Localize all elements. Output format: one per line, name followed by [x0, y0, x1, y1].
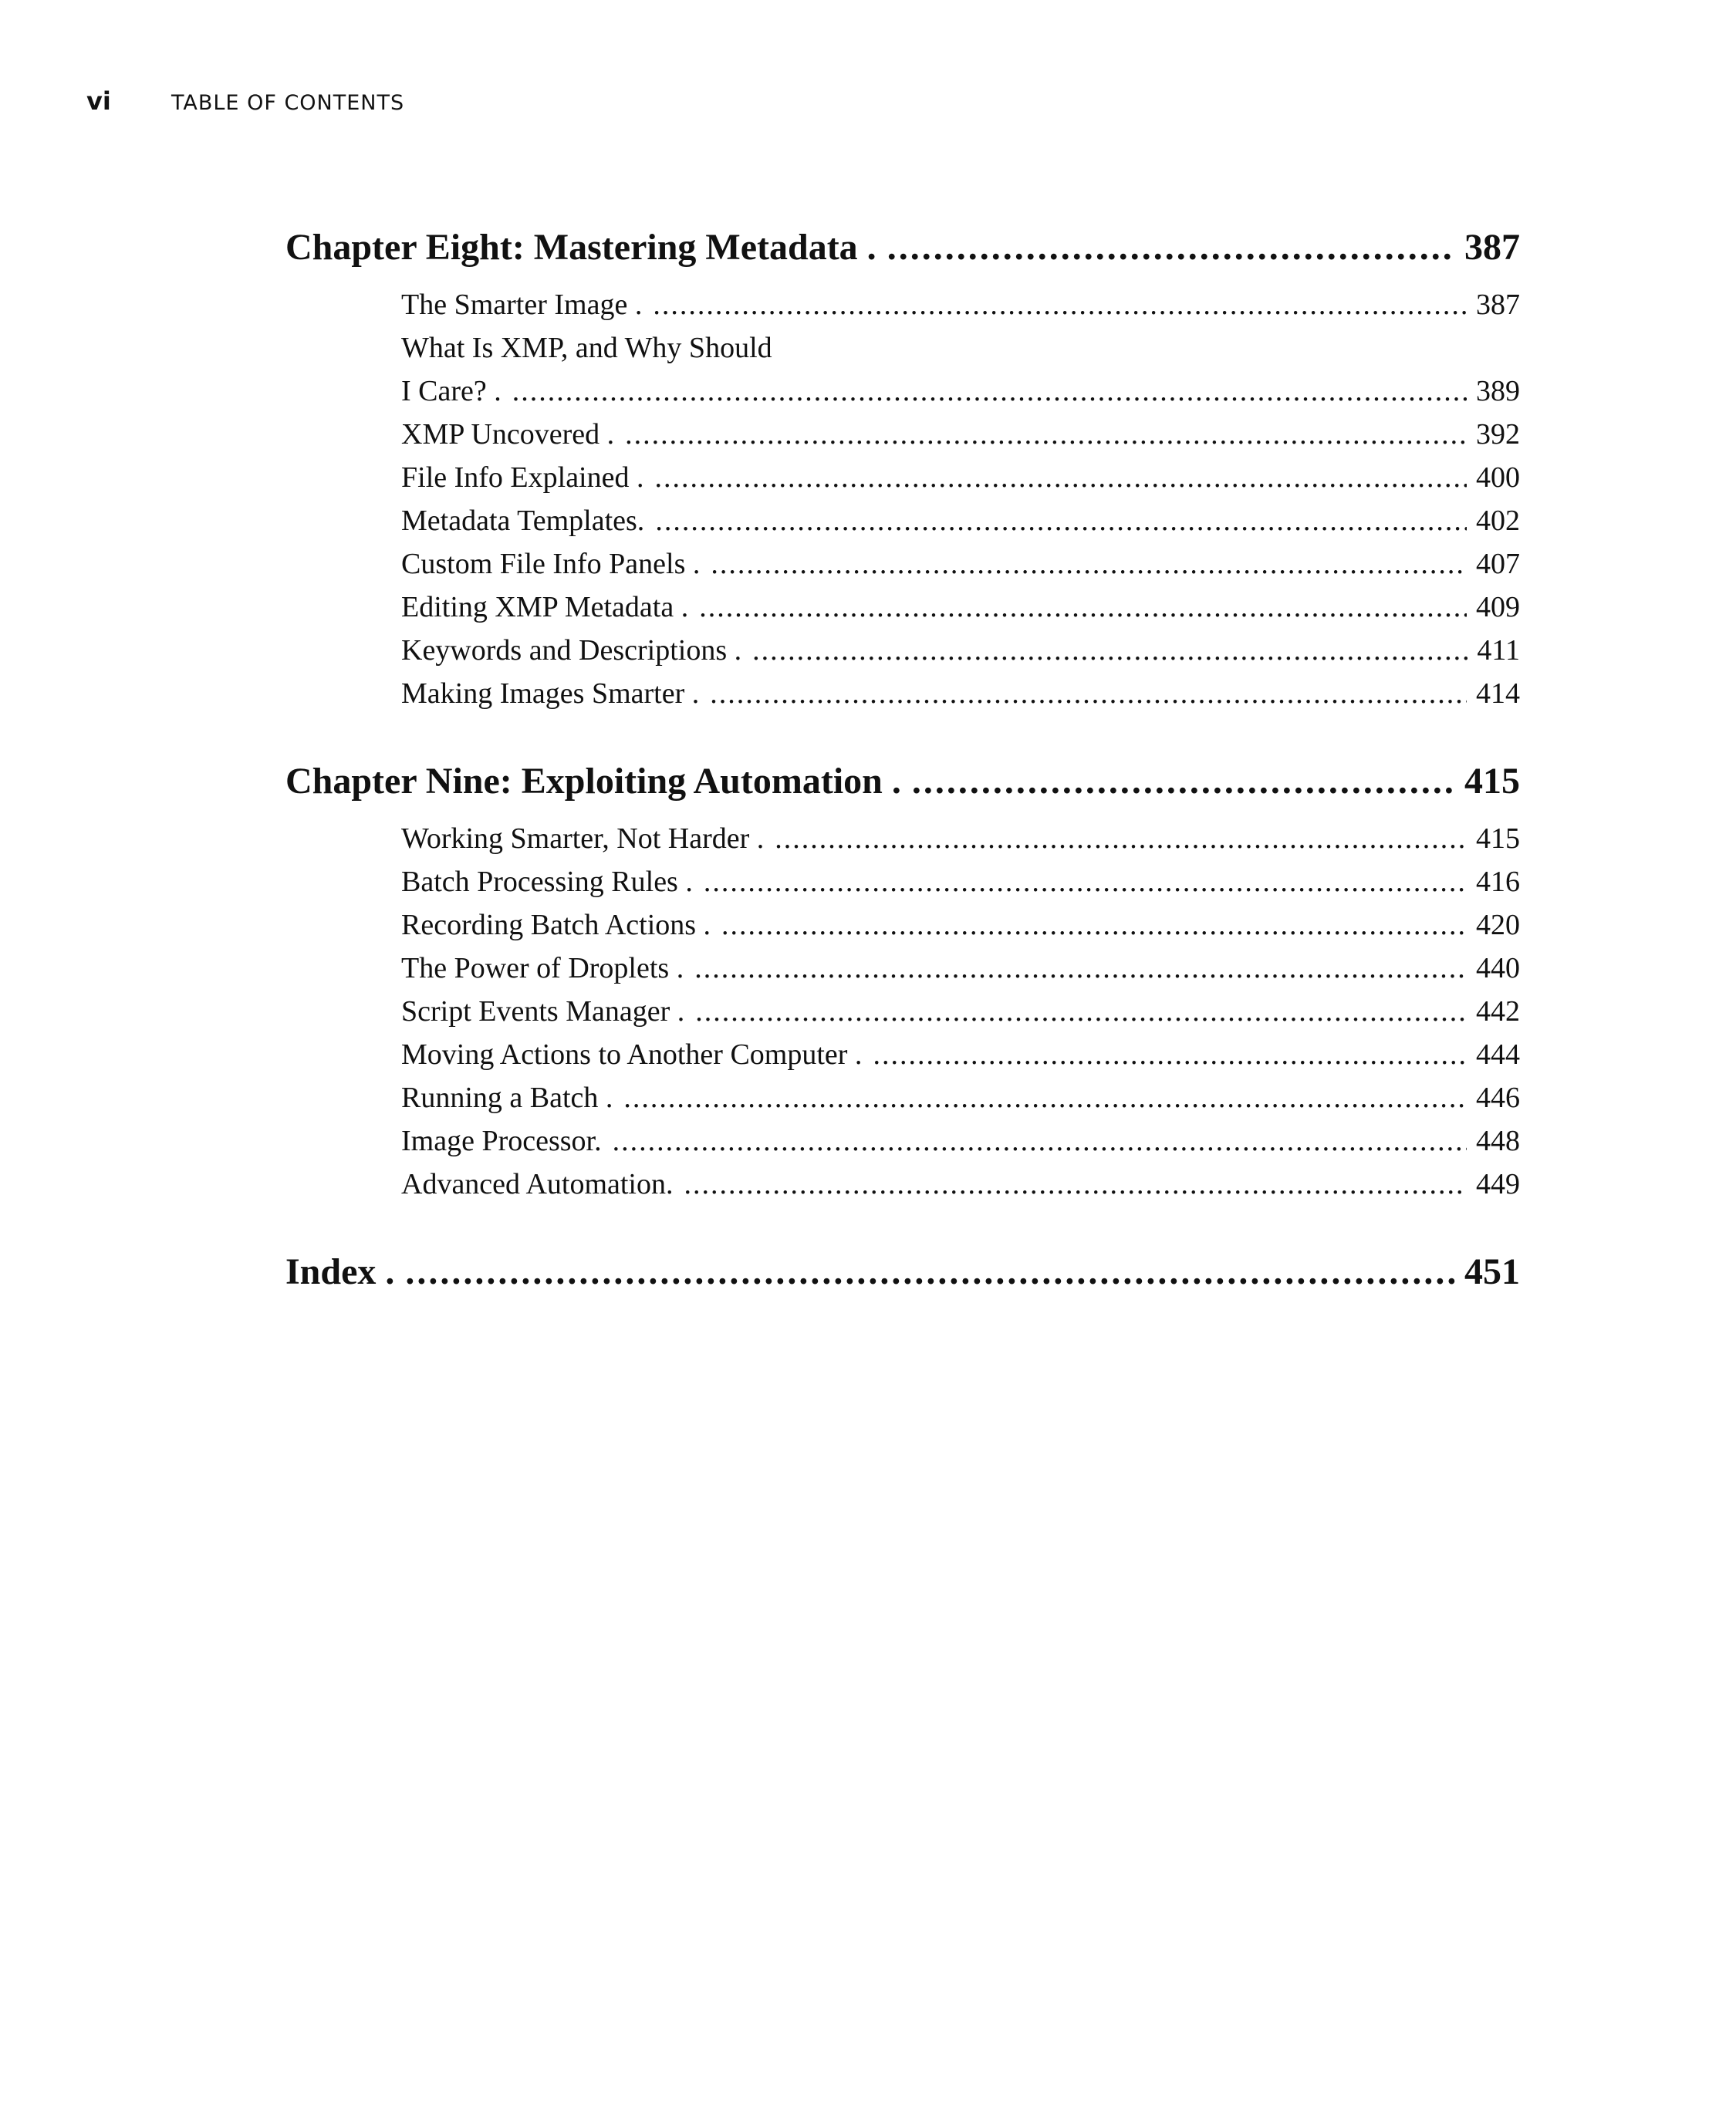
dot-leader — [873, 1033, 1467, 1076]
section-page-number: 440 — [1476, 952, 1520, 984]
section-title: Batch Processing Rules . — [401, 866, 693, 898]
section-page-number: 416 — [1476, 866, 1520, 898]
chapter-title-row[interactable] — [285, 1244, 1520, 1300]
dot-leader — [704, 860, 1467, 903]
running-head-title: TABLE OF CONTENTS — [171, 91, 405, 115]
section-title: Script Events Manager . — [401, 995, 685, 1028]
dot-leader — [711, 542, 1467, 586]
section-page-number: 444 — [1476, 1038, 1520, 1071]
toc-section-row[interactable] — [285, 860, 1520, 903]
section-page-number: 389 — [1476, 375, 1520, 407]
dot-leader — [654, 456, 1467, 499]
toc-section-row[interactable] — [285, 586, 1520, 629]
running-head — [86, 86, 404, 117]
table-of-contents — [285, 220, 1520, 1308]
toc-section-row[interactable] — [285, 817, 1520, 860]
toc-section-row[interactable] — [285, 672, 1520, 715]
dot-leader — [887, 220, 1455, 275]
dot-leader — [653, 283, 1467, 326]
section-title: Running a Batch . — [401, 1082, 613, 1114]
dot-leader — [694, 947, 1467, 990]
toc-section-row[interactable] — [285, 456, 1520, 499]
section-page-number: 407 — [1476, 548, 1520, 580]
section-title: Making Images Smarter . — [401, 677, 700, 710]
dot-leader — [695, 990, 1467, 1033]
dot-leader — [699, 586, 1467, 629]
dot-leader — [613, 1119, 1467, 1163]
toc-section-row[interactable] — [285, 629, 1520, 672]
section-page-number: 446 — [1476, 1082, 1520, 1114]
dot-leader — [625, 413, 1467, 456]
toc-section-row[interactable] — [285, 1033, 1520, 1076]
section-title: I Care? . — [401, 375, 502, 407]
section-page-number: 402 — [1476, 505, 1520, 537]
dot-leader — [405, 1244, 1455, 1300]
dot-leader — [655, 499, 1467, 542]
toc-section-row[interactable] — [285, 1076, 1520, 1119]
section-title: Recording Batch Actions . — [401, 909, 711, 941]
dot-leader — [684, 1163, 1467, 1206]
toc-section-row[interactable] — [285, 283, 1520, 326]
dot-leader — [775, 817, 1467, 860]
dot-leader — [752, 629, 1467, 672]
dot-leader — [710, 672, 1467, 715]
dot-leader — [512, 370, 1467, 413]
section-page-number: 387 — [1476, 289, 1520, 321]
section-page-number: 442 — [1476, 995, 1520, 1028]
dot-leader — [721, 903, 1467, 947]
section-title: Metadata Templates. — [401, 505, 645, 537]
toc-section-row[interactable] — [285, 542, 1520, 586]
section-title: Editing XMP Metadata . — [401, 591, 689, 623]
chapter-eight — [285, 220, 1520, 715]
chapter-title: Chapter Eight: Mastering Metadata . — [285, 227, 876, 268]
section-title: The Power of Droplets . — [401, 952, 684, 984]
section-title: The Smarter Image . — [401, 289, 643, 321]
section-title: Moving Actions to Another Computer . — [401, 1038, 863, 1071]
section-title: File Info Explained . — [401, 461, 644, 494]
section-title: Image Processor. — [401, 1125, 602, 1157]
toc-section-row[interactable] — [285, 499, 1520, 542]
section-page-number: 415 — [1476, 822, 1520, 855]
section-page-number: 414 — [1476, 677, 1520, 710]
chapter-title-row[interactable] — [285, 220, 1520, 275]
toc-section-row[interactable] — [285, 947, 1520, 990]
section-page-number: 400 — [1476, 461, 1520, 494]
toc-section-row[interactable] — [285, 413, 1520, 456]
section-title-line1: What Is XMP, and Why Should — [401, 332, 772, 364]
section-title: Advanced Automation. — [401, 1168, 674, 1200]
dot-leader — [623, 1076, 1467, 1119]
toc-section-row[interactable] — [285, 1119, 1520, 1163]
page-folio: vi — [86, 86, 111, 116]
section-page-number: 411 — [1477, 634, 1520, 667]
chapter-title-row[interactable] — [285, 754, 1520, 809]
index-entry — [285, 1244, 1520, 1300]
section-title: Custom File Info Panels . — [401, 548, 701, 580]
section-page-number: 420 — [1476, 909, 1520, 941]
toc-section-row[interactable] — [285, 903, 1520, 947]
chapter-page-number: 387 — [1464, 227, 1520, 268]
section-page-number: 449 — [1476, 1168, 1520, 1200]
section-title: Keywords and Descriptions . — [401, 634, 742, 667]
section-title: Working Smarter, Not Harder . — [401, 822, 765, 855]
toc-section-row[interactable] — [285, 1163, 1520, 1206]
section-title: XMP Uncovered . — [401, 418, 615, 451]
chapter-page-number: 415 — [1464, 761, 1520, 802]
toc-section-row-wrapped[interactable] — [285, 326, 1520, 413]
toc-section-row[interactable] — [285, 990, 1520, 1033]
chapter-title: Index . — [285, 1251, 395, 1292]
section-page-number: 448 — [1476, 1125, 1520, 1157]
chapter-title: Chapter Nine: Exploiting Automation . — [285, 761, 901, 802]
dot-leader — [912, 754, 1455, 809]
section-page-number: 392 — [1476, 418, 1520, 451]
section-page-number: 409 — [1476, 591, 1520, 623]
chapter-nine — [285, 754, 1520, 1206]
chapter-page-number: 451 — [1464, 1251, 1520, 1292]
